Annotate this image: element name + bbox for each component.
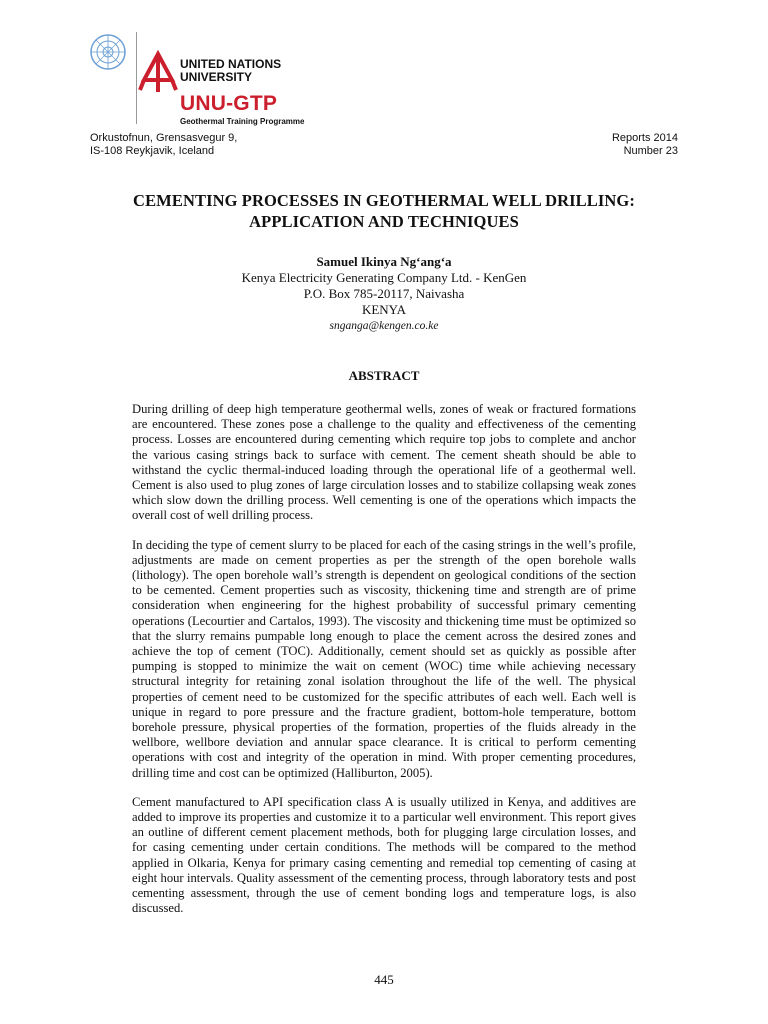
address-line1: Orkustofnun, Grensasvegur 9, (90, 132, 238, 144)
author-country: KENYA (361, 302, 407, 317)
title-line2: APPLICATION AND TECHNIQUES (249, 212, 519, 231)
author-affiliation: Kenya Electricity Generating Company Ltd. - KenGen (241, 270, 527, 285)
program-short: UNU-GTP (180, 92, 278, 115)
header-logos (88, 30, 348, 130)
abstract-paragraph-2: In deciding the type of cement slurry to be placed for each of the casing strings in the well’s profile, adjustments are made on cement properties as per the strength of the open borehole walls (lithology). The open borehole wall’s strength is dependent on geological conditions of the section to be cemented. Cement properties such as viscosity, thickening time and strength are of prime consideration when engineering for the highest probability of successful primary cementing operations (Lecourtier and Cartalos, 1993). The viscosity and thickening time must be optimized so that the slurry remains pumpable long enough to place the cement across the desired zones and achieve the top of cement (TOC). Additionally, cement should set as quickly as possible after pumping is stopped to minimize the wait on cement (WOC) time while achieving necessary structural integrity for retaining zonal isolation throughout the life of the well. The physical properties of cement need to be customized for the specific attributes of each well. Each well is unique in regard to pore pressure and the fracture gradient, bottom-hole temperature, bottom borehole pressure, physical properties of the formation, properties of the fluids already in the wellbore, wellbore deviation and annular space clearance. It is critical to perform cementing operations with cost and integrity of the operation in mind. With proper cementing procedures, drilling time and cost can be optimized (Halliburton, 2005). (132, 537, 636, 780)
logo-divider (136, 32, 137, 124)
institution-address (90, 132, 237, 158)
report-line2: Number 23 (623, 145, 678, 157)
unu-logo-icon (138, 50, 178, 96)
org-line1: UNITED NATIONS (180, 57, 282, 71)
abstract-heading: ABSTRACT (348, 368, 420, 383)
org-line2: UNIVERSITY (180, 70, 253, 84)
author-block (90, 254, 678, 334)
author-address: P.O. Box 785-20117, Naivasha (303, 286, 465, 301)
title-line1: CEMENTING PROCESSES IN GEOTHERMAL WELL DRILLING: (133, 191, 635, 210)
page-number: 445 (374, 972, 394, 987)
abstract-paragraph-1: During drilling of deep high temperature geothermal wells, zones of weak or fractured formations are encountered. These zones pose a challenge to the quality and effectiveness of the cementing process. Losses are encountered during cementing which require top jobs to complete and anchor the various casing strings back to surface with cement. The cement sheath should be able to withstand the cyclic thermal-induced loading through the operational life of a geothermal well. Cement is also used to plug zones of large circulation losses and to stabilize collapsing weak zones which slow down the drilling process. Well cementing is one of the operations which impacts the overall cost of well drilling process. (132, 402, 636, 523)
report-number (612, 132, 678, 158)
author-email[interactable]: snganga@kengen.co.ke (329, 320, 439, 332)
org-name (180, 58, 281, 84)
un-emblem-icon (88, 32, 128, 72)
abstract-paragraph-3: Cement manufactured to API specification class A is usually utilized in Kenya, and additives are added to improve its properties and customize it to a particular well environment. This report gives an outline of different cement placement methods, both for plugging large circulation losses, and for casing cementing under certain conditions. The methods will be compared to the method applied in Olkaria, Kenya for primary casing cementing and remedial top cementing of casing at eight hour intervals. Quality assessment of the cementing process, through laboratory tests and post cementing assessment, through the use of cement bonding logs and temperature logs, is also discussed. (132, 794, 636, 916)
program-full: Geothermal Training Programme (180, 117, 305, 126)
abstract-body (132, 402, 636, 931)
report-line1: Reports 2014 (611, 132, 678, 144)
author-name: Samuel Ikinya Ng‘ang‘a (316, 254, 452, 269)
paper-title (90, 190, 678, 232)
address-line2: IS-108 Reykjavik, Iceland (90, 145, 215, 157)
